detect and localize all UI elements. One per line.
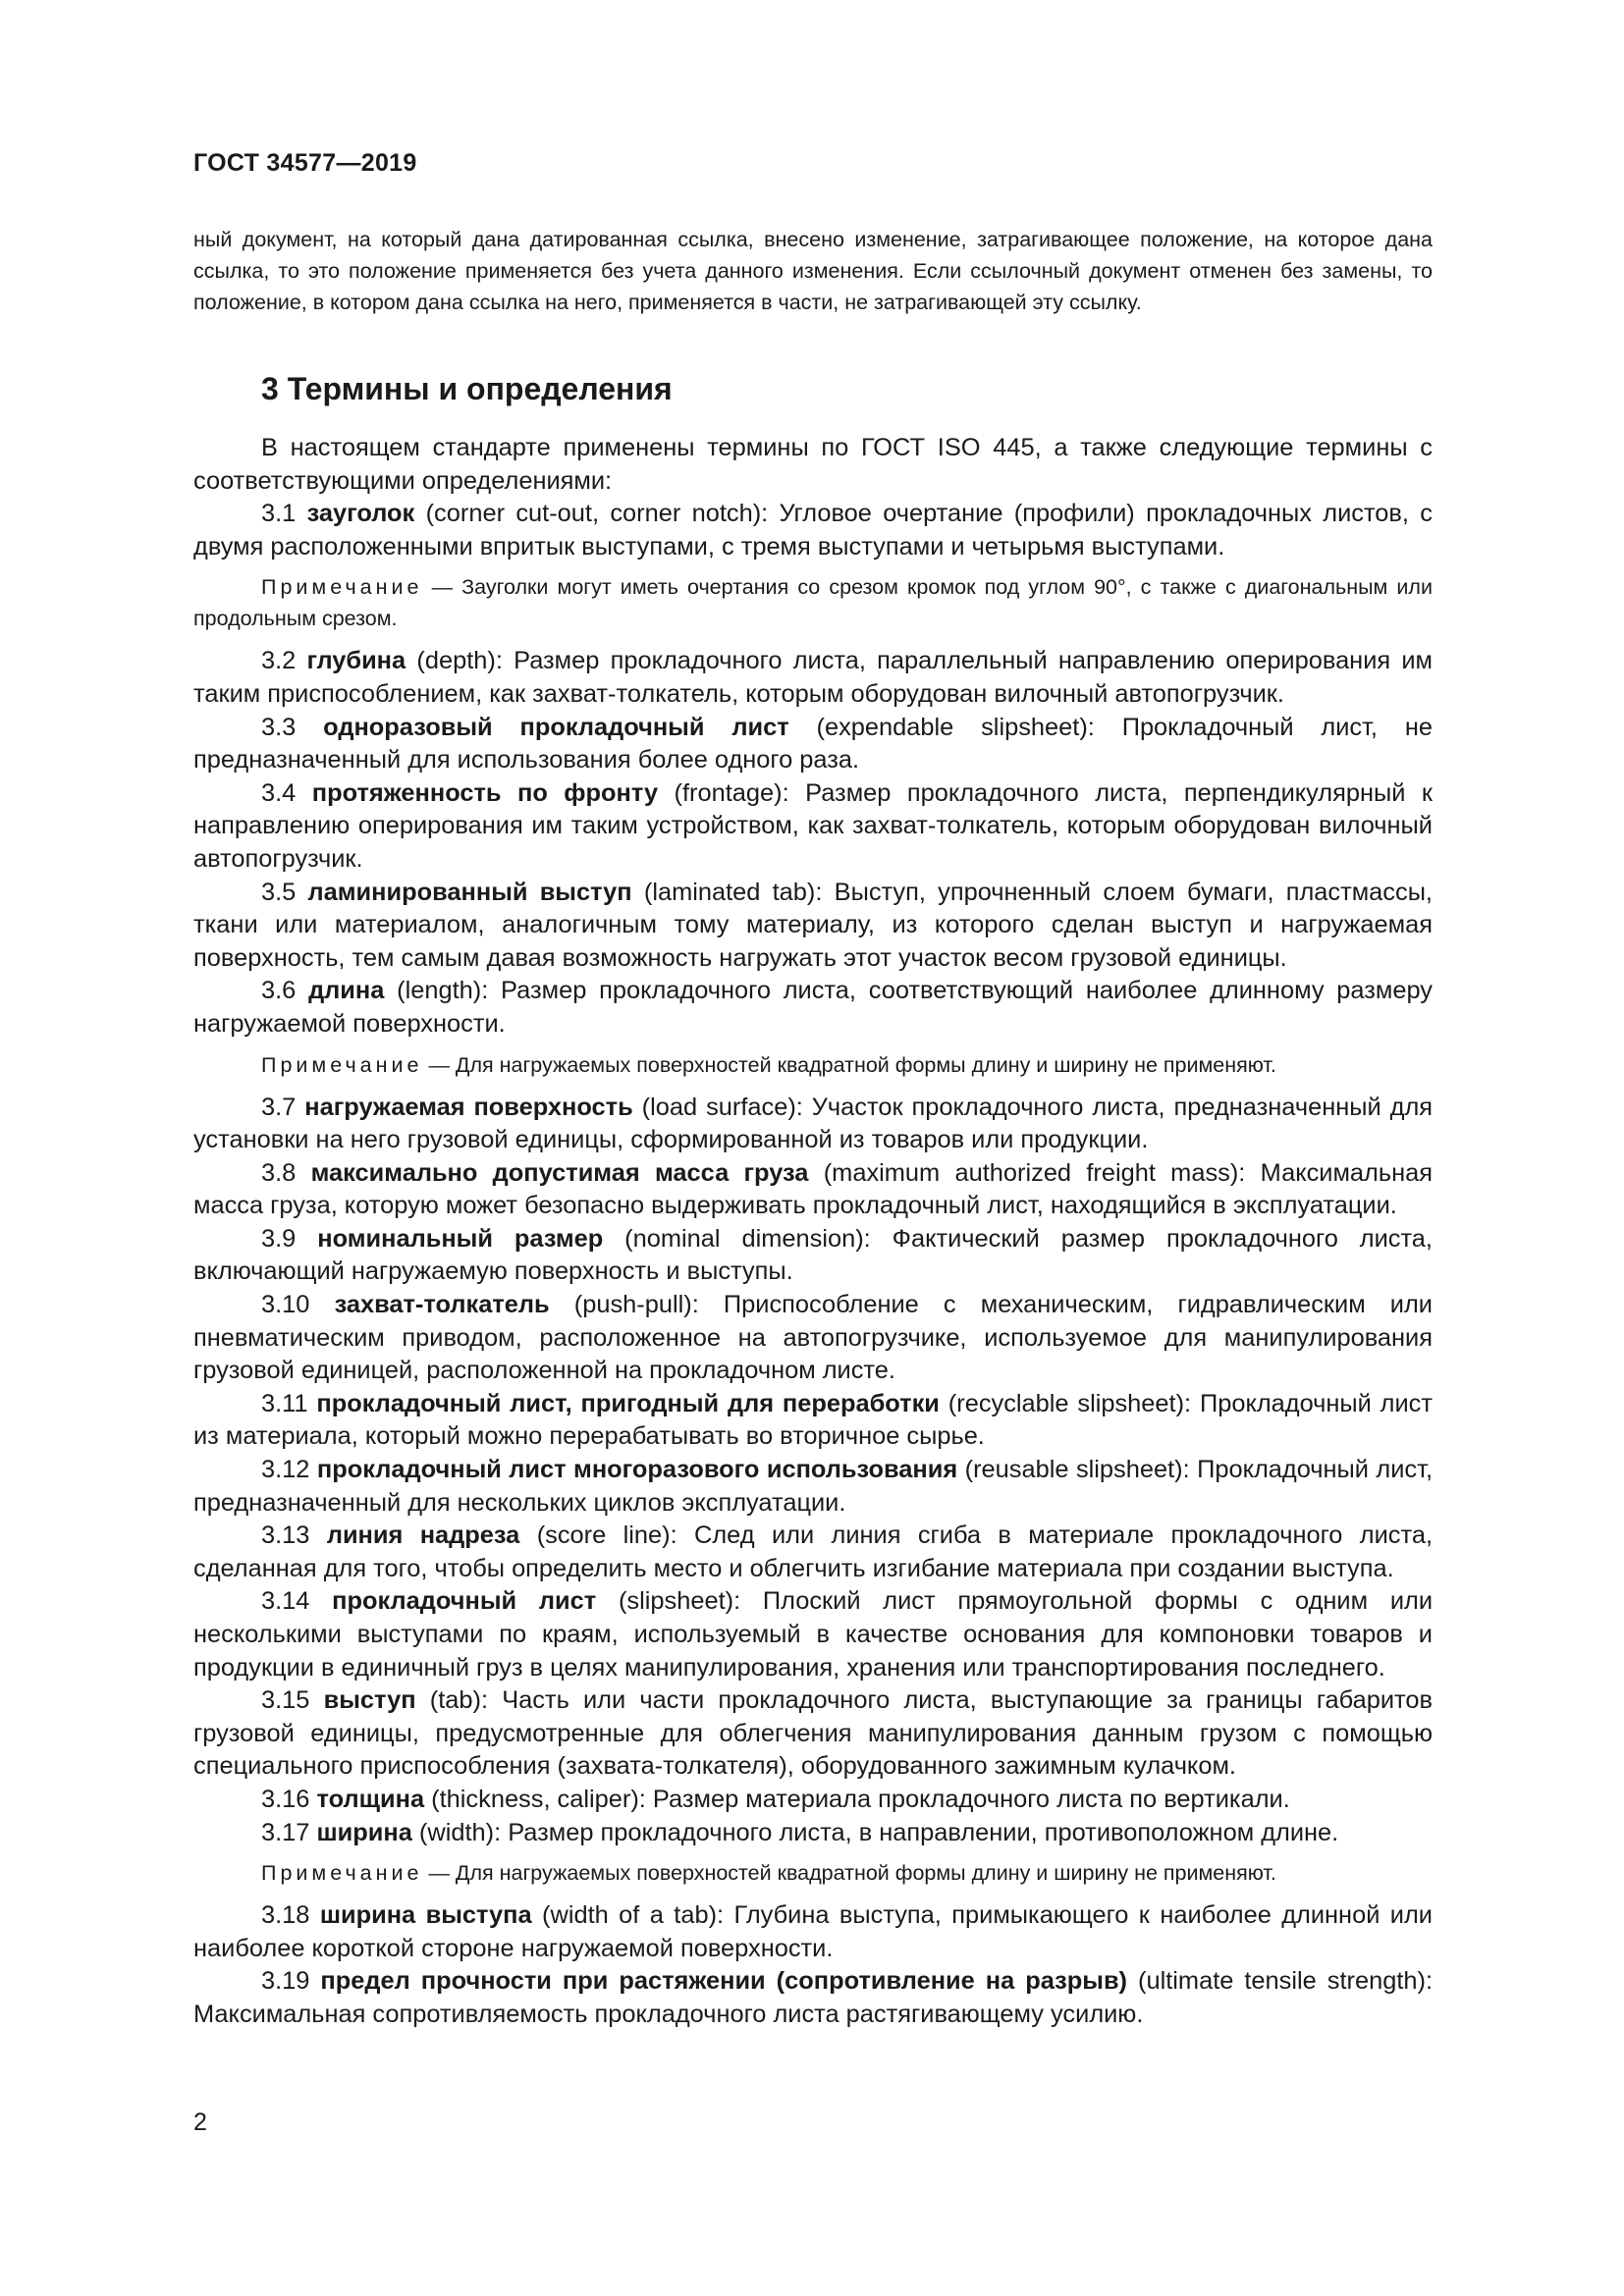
term-number: 3.16 bbox=[261, 1785, 310, 1813]
document-header: ГОСТ 34577—2019 bbox=[193, 149, 417, 177]
term-definition: (slipsheet): Плоский лист прямоугольной формы с одним или несколькими выступами по краям, используемый в качестве основания для компоновки товаров и продукции в единичный груз в целях манипулирования, хранения или транспортирования последнего. bbox=[193, 1587, 1433, 1682]
term-entry bbox=[193, 1388, 1433, 1454]
term-entry bbox=[193, 1092, 1433, 1157]
term-name: зауголок bbox=[306, 500, 415, 528]
note-text: — Для нагружаемых поверхностей квадратной формы длину и ширину не применяют. bbox=[428, 1861, 1276, 1886]
term-name: выступ bbox=[323, 1686, 416, 1715]
term-definition: (frontage): Размер прокладочного листа, перпендикулярный к направлению оперирования им таким устройством, как захват-толкатель, которым оборудован вилочный автопогрузчик. bbox=[193, 778, 1433, 873]
term-definition: (load surface): Участок прокладочного листа, предназначенный для установки на него грузовой единицы, сформированной из товаров или продукции. bbox=[193, 1093, 1434, 1154]
term-number: 3.4 bbox=[261, 778, 297, 807]
term-definition: (recyclable slipsheet): Прокладочный лист из материала, который можно перерабатывать во вторичное сырье. bbox=[193, 1389, 1434, 1451]
term-entry bbox=[193, 1520, 1433, 1585]
term-name: ширина bbox=[316, 1818, 412, 1846]
term-entry bbox=[193, 877, 1433, 976]
term-number: 3.11 bbox=[261, 1389, 308, 1417]
term-number: 3.8 bbox=[261, 1158, 297, 1187]
term-definition: (push-pull): Приспособление с механическим, гидравлическим или пневматическим приводом, расположенное на автопогрузчике, используемое для манипулирования грузовой единицей, расположенной на прокладочном листе. bbox=[193, 1291, 1433, 1385]
term-name: длина bbox=[308, 977, 385, 1005]
term-number: 3.10 bbox=[261, 1291, 310, 1319]
term-entry bbox=[193, 1223, 1433, 1289]
terms-list bbox=[193, 432, 1433, 2032]
term-number: 3.7 bbox=[261, 1093, 297, 1121]
note-text: — Для нагружаемых поверхностей квадратной формы длину и ширину не применяют. bbox=[428, 1052, 1276, 1077]
term-entry bbox=[193, 712, 1433, 777]
term-definition: (width): Размер прокладочного листа, в направлении, противоположном длине. bbox=[418, 1818, 1339, 1846]
term-name: толщина bbox=[316, 1785, 425, 1813]
term-definition: (score line): След или линия сгиба в материале прокладочного листа, сделанная для того, чтобы определить место и облегчить изгибание материала при создании выступа. bbox=[193, 1522, 1434, 1582]
term-entry bbox=[193, 1817, 1433, 1850]
term-number: 3.14 bbox=[261, 1587, 310, 1616]
note bbox=[193, 571, 1433, 634]
term-name: прокладочный лист, пригодный для переработки bbox=[316, 1389, 940, 1417]
term-entry bbox=[193, 498, 1433, 563]
term-definition: (tab): Часть или части прокладочного листа, выступающие за границы габаритов грузовой единицы, предусмотренные для облегчения манипулирования данным грузом с помощью специального приспособления (захвата-толкателя), оборудованного зажимным кулачком. bbox=[193, 1686, 1433, 1781]
term-definition: (corner cut-out, corner notch): Угловое очертание (профили) прокладочных листов, с двумя расположенными впритык выступами, с тремя выступами и четырьмя выступами. bbox=[193, 500, 1433, 561]
term-name: предел прочности при растяжении (сопротивление на разрыв) bbox=[320, 1967, 1128, 1996]
term-entry bbox=[193, 1157, 1433, 1223]
term-definition: (laminated tab): Выступ, упрочненный слоем бумаги, пластмассы, ткани или материалом, аналогичным тому материалу, из которого сделан выступ и нагружаемая поверхность, тем самым давая возможность нагружать этот участок весом грузовой единицы. bbox=[193, 878, 1433, 972]
term-entry bbox=[193, 1684, 1433, 1784]
note-label: Примечание bbox=[261, 575, 423, 600]
term-entry bbox=[193, 777, 1433, 877]
term-definition: (thickness, caliper): Размер материала прокладочного листа по вертикали. bbox=[431, 1785, 1290, 1813]
term-entry bbox=[193, 1784, 1433, 1817]
term-number: 3.9 bbox=[261, 1224, 297, 1253]
section-heading: 3 Термины и определения bbox=[261, 371, 673, 406]
term-name: нагружаемая поверхность bbox=[304, 1093, 633, 1121]
term-number: 3.18 bbox=[261, 1901, 310, 1930]
term-entry bbox=[193, 1965, 1433, 2031]
term-name: прокладочный лист bbox=[332, 1587, 597, 1616]
term-name: прокладочный лист многоразового использования bbox=[316, 1456, 958, 1484]
term-name: одноразовый прокладочный лист bbox=[323, 713, 789, 741]
term-definition: (reusable slipsheet): Прокладочный лист, предназначенный для нескольких циклов эксплуатации. bbox=[193, 1456, 1433, 1517]
note-label: Примечание bbox=[261, 1861, 423, 1886]
term-number: 3.1 bbox=[261, 500, 297, 528]
term-definition: (nominal dimension): Фактический размер прокладочного листа, включающий нагружаемую поверхность и выступы. bbox=[193, 1224, 1433, 1286]
term-name: линия надреза bbox=[326, 1522, 520, 1550]
term-definition: (width of a tab): Глубина выступа, примыкающего к наиболее длинной или наиболее короткой стороне нагружаемой поверхности. bbox=[193, 1901, 1433, 1962]
term-number: 3.19 bbox=[261, 1967, 310, 1996]
page-number: 2 bbox=[193, 2109, 207, 2136]
term-number: 3.15 bbox=[261, 1686, 310, 1715]
term-entry bbox=[193, 1289, 1433, 1388]
note-text: — Зауголки могут иметь очертания со срезом кромок под углом 90°, с также с диагональным или продольным срезом. bbox=[193, 575, 1433, 631]
term-name: протяженность по фронту bbox=[311, 778, 659, 807]
term-name: ширина выступа bbox=[319, 1901, 532, 1930]
term-number: 3.17 bbox=[261, 1818, 310, 1846]
note bbox=[193, 1857, 1433, 1889]
term-name: захват-толкатель bbox=[334, 1291, 550, 1319]
term-definition: (depth): Размер прокладочного листа, параллельный направлению оперирования им таким приспособлением, как захват-толкатель, которым оборудован вилочный автопогрузчик. bbox=[193, 647, 1433, 708]
term-definition: (expendable slipsheet): Прокладочный лист, не предназначенный для использования более одного раза. bbox=[193, 713, 1433, 774]
term-name: максимально допустимая масса груза bbox=[310, 1158, 809, 1187]
term-number: 3.6 bbox=[261, 977, 297, 1005]
continued-paragraph: ный документ, на который дана датированная ссылка, внесено изменение, затрагивающее положение, на которое дана ссылка, то это положение применяется без учета данного изменения. Если ссылочный документ отменен без замены, то положение, в котором дана ссылка на него, применяется в части, не затрагивающей эту ссылку. bbox=[193, 228, 1433, 314]
term-number: 3.3 bbox=[261, 713, 297, 741]
note-label: Примечание bbox=[261, 1052, 423, 1077]
term-number: 3.5 bbox=[261, 878, 297, 906]
note bbox=[193, 1049, 1433, 1081]
term-name: номинальный размер bbox=[317, 1224, 604, 1253]
section-intro: В настоящем стандарте применены термины по ГОСТ ISO 445, а также следующие термины с соответствующими определениями: bbox=[193, 434, 1433, 495]
term-entry bbox=[193, 975, 1433, 1041]
term-number: 3.12 bbox=[261, 1456, 310, 1484]
term-number: 3.13 bbox=[261, 1522, 310, 1550]
term-name: ламинированный выступ bbox=[307, 878, 632, 906]
term-definition: (length): Размер прокладочного листа, соответствующий наиболее длинному размеру нагружаемой поверхности. bbox=[193, 977, 1433, 1038]
term-name: глубина bbox=[306, 647, 406, 675]
term-entry bbox=[193, 645, 1433, 711]
term-definition: (maximum authorized freight mass): Максимальная масса груза, которую может безопасно выдерживать прокладочный лист, находящийся в эксплуатации. bbox=[193, 1158, 1433, 1220]
term-entry bbox=[193, 1585, 1433, 1684]
term-entry bbox=[193, 1454, 1433, 1520]
term-number: 3.2 bbox=[261, 647, 297, 675]
term-definition: (ultimate tensile strength): Максимальная сопротивляемость прокладочного листа растягивающему усилию. bbox=[193, 1967, 1434, 2028]
term-entry bbox=[193, 1899, 1433, 1965]
